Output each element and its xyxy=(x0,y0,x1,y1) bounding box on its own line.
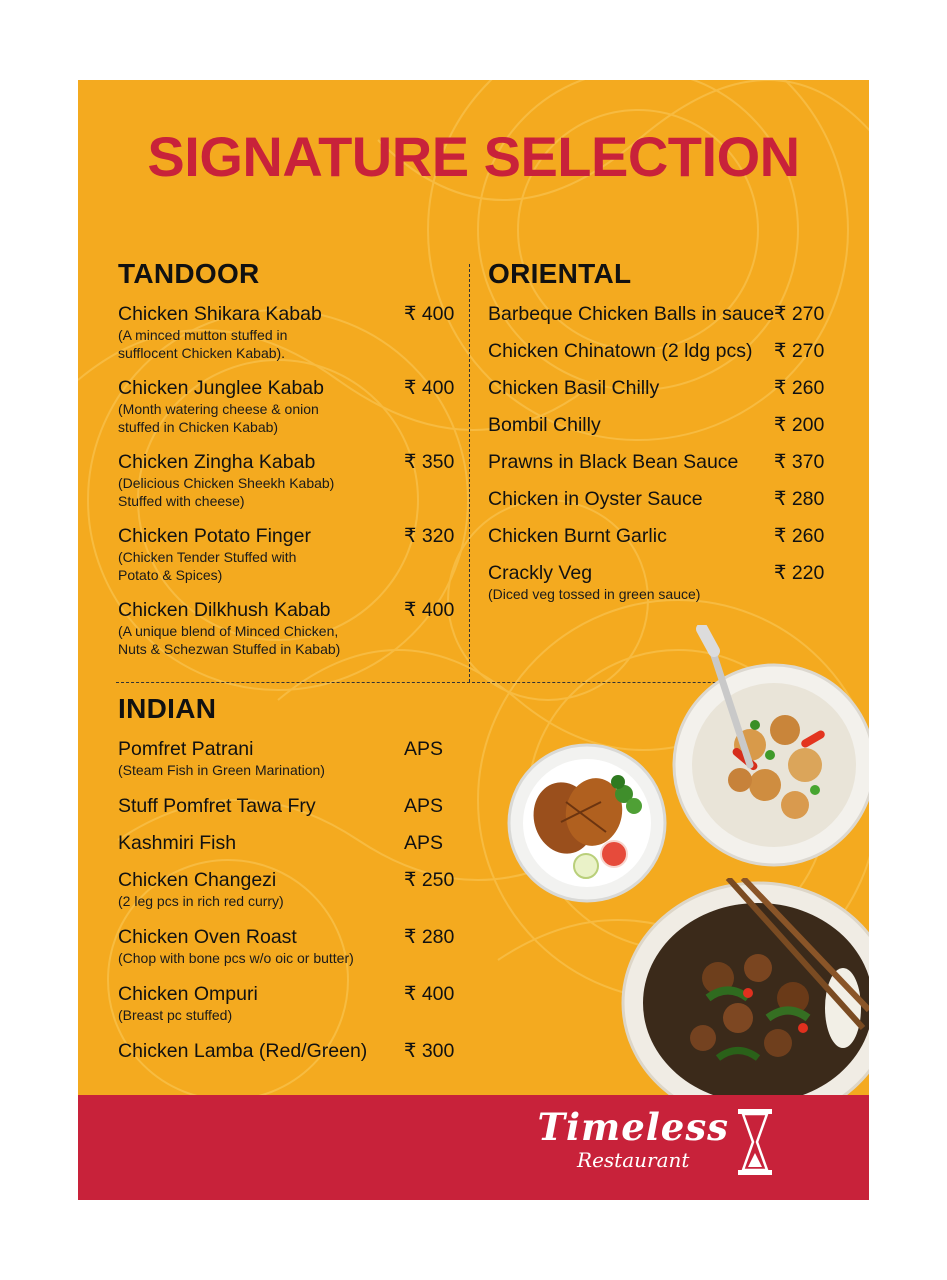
item-name: Chicken Lamba (Red/Green) xyxy=(118,1040,368,1062)
item-price: ₹ 370 xyxy=(774,451,825,473)
page-title: SIGNATURE SELECTION xyxy=(147,125,800,188)
item-name: Bombil Chilly xyxy=(488,414,601,436)
item-price: ₹ 250 xyxy=(404,869,455,891)
logo-subtitle: Restaurant xyxy=(577,1148,690,1172)
item-name: Chicken Dilkhush Kabab xyxy=(118,599,331,621)
menu-item xyxy=(488,561,838,603)
item-price: ₹ 350 xyxy=(404,451,455,473)
item-price: ₹ 320 xyxy=(404,525,455,547)
menu-item xyxy=(118,737,468,779)
item-description: (Breast pc stuffed) xyxy=(118,1007,233,1023)
item-name: Chicken in Oyster Sauce xyxy=(488,488,703,510)
item-description: (A unique blend of Minced Chicken, Nuts & Schezwan Stuffed in Kabab) xyxy=(118,623,341,657)
item-price: ₹ 270 xyxy=(774,303,825,325)
menu-poster xyxy=(78,80,869,1200)
item-price: ₹ 400 xyxy=(404,983,455,1005)
item-name: Kashmiri Fish xyxy=(118,832,237,854)
item-name: Crackly Veg xyxy=(488,562,593,584)
item-price: ₹ 270 xyxy=(774,340,825,362)
item-price: ₹ 280 xyxy=(774,488,825,510)
menu-item xyxy=(118,302,468,362)
item-name: Barbeque Chicken Balls in sauce xyxy=(488,303,775,325)
restaurant-logo xyxy=(537,1105,729,1171)
item-description: (Chicken Tender Stuffed with Potato & Spices) xyxy=(118,549,297,583)
tandoor-heading: TANDOOR xyxy=(118,258,260,289)
item-description: (Month watering cheese & onion stuffed in Chicken Kabab) xyxy=(118,401,319,435)
menu-item xyxy=(488,413,838,437)
chicken-bowl-image xyxy=(670,625,869,875)
tandoor-list xyxy=(118,302,468,658)
item-price: ₹ 200 xyxy=(774,414,825,436)
menu-item xyxy=(118,831,468,855)
item-name: Chicken Burnt Garlic xyxy=(488,525,667,547)
menu-item xyxy=(118,794,468,818)
item-description: (Delicious Chicken Sheekh Kabab) Stuffed with cheese) xyxy=(118,475,335,509)
item-description: (A minced mutton stuffed in sufflocent Chicken Kabab). xyxy=(118,327,288,361)
menu-item xyxy=(488,302,838,326)
menu-item xyxy=(488,450,838,474)
item-name: Chicken Zingha Kabab xyxy=(118,451,316,473)
item-price: ₹ 260 xyxy=(774,525,825,547)
item-name: Chicken Potato Finger xyxy=(118,525,311,547)
item-price: APS xyxy=(404,738,444,760)
stir-fry-bowl-image xyxy=(618,878,869,1100)
oriental-heading: ORIENTAL xyxy=(488,258,632,289)
item-name: Pomfret Patrani xyxy=(118,738,254,760)
vertical-divider xyxy=(469,264,470,682)
hourglass-icon xyxy=(735,1107,775,1177)
item-name: Chicken Changezi xyxy=(118,869,277,891)
item-price: ₹ 280 xyxy=(404,926,455,948)
item-price: APS xyxy=(404,795,444,817)
menu-item xyxy=(118,925,468,967)
item-price: APS xyxy=(404,832,444,854)
menu-item xyxy=(488,487,838,511)
menu-item xyxy=(118,868,468,910)
item-name: Stuff Pomfret Tawa Fry xyxy=(118,795,316,817)
oriental-list xyxy=(488,302,838,603)
item-name: Chicken Oven Roast xyxy=(118,926,297,948)
menu-item xyxy=(118,598,468,658)
menu-item xyxy=(488,339,838,363)
footer-banner xyxy=(78,1095,869,1200)
menu-item xyxy=(118,1039,468,1063)
item-description: (Steam Fish in Green Marination) xyxy=(118,762,325,778)
menu-item xyxy=(118,982,468,1024)
item-price: ₹ 400 xyxy=(404,599,455,621)
item-description: (2 leg pcs in rich red curry) xyxy=(118,893,284,909)
menu-item xyxy=(118,376,468,436)
menu-item xyxy=(118,450,468,510)
item-price: ₹ 220 xyxy=(774,562,825,584)
logo-name: Timeless xyxy=(537,1105,729,1149)
item-description: (Chop with bone pcs w/o oic or butter) xyxy=(118,950,354,966)
item-name: Chicken Chinatown (2 ldg pcs) xyxy=(488,340,753,362)
item-price: ₹ 300 xyxy=(404,1040,455,1062)
indian-list xyxy=(118,737,468,1063)
item-price: ₹ 400 xyxy=(404,303,455,325)
indian-heading: INDIAN xyxy=(118,693,217,724)
item-name: Chicken Basil Chilly xyxy=(488,377,660,399)
menu-item xyxy=(118,524,468,584)
menu-item xyxy=(488,524,838,548)
item-name: Chicken Ompuri xyxy=(118,983,258,1005)
item-name: Chicken Shikara Kabab xyxy=(118,303,322,325)
item-name: Chicken Junglee Kabab xyxy=(118,377,324,399)
item-description: (Diced veg tossed in green sauce) xyxy=(488,586,701,602)
item-price: ₹ 400 xyxy=(404,377,455,399)
item-price: ₹ 260 xyxy=(774,377,825,399)
menu-item xyxy=(488,376,838,400)
item-name: Prawns in Black Bean Sauce xyxy=(488,451,739,473)
